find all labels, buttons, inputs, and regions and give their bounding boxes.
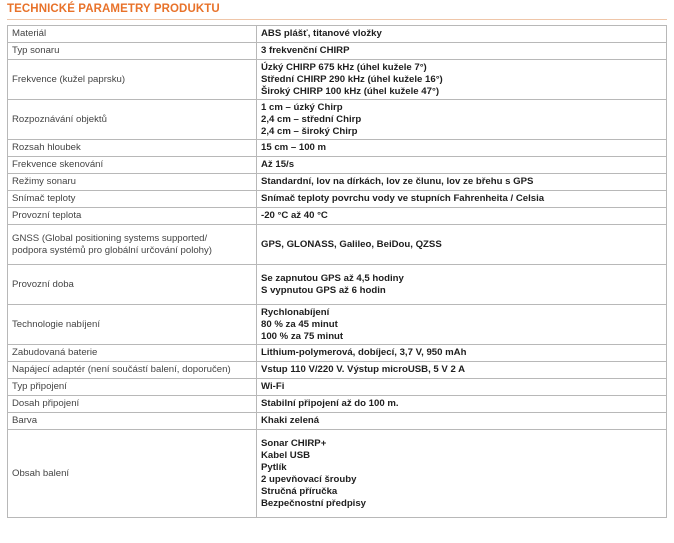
row-value-line: 100 % za 75 minut — [261, 330, 344, 342]
row-label — [8, 413, 257, 430]
row-value — [257, 305, 667, 345]
row-value — [257, 140, 667, 157]
row-value-line: Stručná příručka — [261, 485, 338, 497]
row-value-line: 15 cm – 100 m — [261, 142, 327, 153]
table-row — [8, 379, 667, 396]
row-value-line: GPS, GLONASS, Galileo, BeiDou, QZSS — [261, 238, 442, 250]
row-value-line: 80 % za 45 minut — [261, 318, 338, 330]
row-label — [8, 345, 257, 362]
row-label-line: GNSS (Global positioning systems supported/ — [12, 232, 208, 244]
spec-table-body — [8, 26, 667, 518]
row-label-line: Rozsah hloubek — [12, 142, 81, 153]
row-value-line: Úzký CHIRP 675 kHz (úhel kužele 7°) — [261, 61, 427, 73]
row-value — [257, 225, 667, 265]
table-row — [8, 100, 667, 140]
spec-table — [7, 25, 667, 518]
table-row — [8, 191, 667, 208]
row-label — [8, 60, 257, 100]
row-label — [8, 26, 257, 43]
row-value — [257, 208, 667, 225]
row-label — [8, 396, 257, 413]
row-label-line: Režimy sonaru — [12, 176, 76, 187]
row-value-line: Střední CHIRP 290 kHz (úhel kužele 16°) — [261, 73, 443, 85]
row-label — [8, 191, 257, 208]
row-value — [257, 413, 667, 430]
row-value-line: Khaki zelená — [261, 415, 320, 426]
row-value — [257, 60, 667, 100]
row-label-line: podpora systémů pro globální určování polohy) — [12, 244, 212, 256]
row-label-line: Napájecí adaptér (není součástí balení, doporučen) — [12, 364, 231, 375]
row-value — [257, 100, 667, 140]
table-row — [8, 345, 667, 362]
row-label-line: Frekvence skenování — [12, 159, 104, 170]
row-value — [257, 26, 667, 43]
title-divider — [7, 19, 667, 20]
table-row — [8, 413, 667, 430]
table-row — [8, 174, 667, 191]
row-value — [257, 396, 667, 413]
row-value — [257, 430, 667, 518]
row-label-line: Frekvence (kužel paprsku) — [12, 73, 126, 85]
table-row — [8, 265, 667, 305]
table-row — [8, 396, 667, 413]
row-value-line: 2,4 cm – střední Chirp — [261, 113, 362, 125]
row-value — [257, 345, 667, 362]
row-value-line: Wi-Fi — [261, 381, 285, 392]
row-value-line: Stabilní připojení až do 100 m. — [261, 398, 399, 409]
row-label — [8, 140, 257, 157]
row-value-line: -20 °C až 40 °C — [261, 210, 328, 221]
row-label-line: Dosah připojení — [12, 398, 80, 409]
row-value-line: ABS plášť, titanové vložky — [261, 28, 382, 39]
row-value-line: Pytlík — [261, 461, 287, 473]
row-label-line: Technologie nabíjení — [12, 318, 101, 330]
row-label-line: Typ připojení — [12, 381, 67, 392]
page-title: TECHNICKÉ PARAMETRY PRODUKTU — [7, 3, 220, 15]
table-row — [8, 225, 667, 265]
row-value-line: Vstup 110 V/220 V. Výstup microUSB, 5 V 2 A — [261, 364, 466, 375]
row-label — [8, 174, 257, 191]
row-value — [257, 43, 667, 60]
table-row — [8, 208, 667, 225]
table-row — [8, 26, 667, 43]
row-label — [8, 157, 257, 174]
row-value-line: Se zapnutou GPS až 4,5 hodiny — [261, 272, 404, 284]
row-label — [8, 265, 257, 305]
row-value-line: Snímač teploty povrchu vody ve stupních Fahrenheita / Celsia — [261, 193, 545, 204]
row-label-line: Snímač teploty — [12, 193, 76, 204]
table-row — [8, 140, 667, 157]
table-row — [8, 43, 667, 60]
row-value-line: Bezpečnostní předpisy — [261, 497, 367, 509]
row-label — [8, 379, 257, 396]
row-value — [257, 379, 667, 396]
row-value — [257, 362, 667, 379]
row-label-line: Zabudovaná baterie — [12, 347, 98, 358]
row-value — [257, 265, 667, 305]
table-row — [8, 430, 667, 518]
table-row — [8, 305, 667, 345]
row-label-line: Provozní teplota — [12, 210, 82, 221]
row-label-line: Rozpoznávání objektů — [12, 113, 107, 125]
row-value-line: Sonar CHIRP+ — [261, 437, 327, 449]
table-row — [8, 157, 667, 174]
row-value — [257, 191, 667, 208]
row-label — [8, 430, 257, 518]
row-label — [8, 208, 257, 225]
row-value-line: 1 cm – úzký Chirp — [261, 101, 343, 113]
row-value-line: Lithium-polymerová, dobíjecí, 3,7 V, 950 mAh — [261, 347, 467, 358]
row-value-line: 2 upevňovací šrouby — [261, 473, 357, 485]
row-label — [8, 305, 257, 345]
row-label-line: Materiál — [12, 28, 47, 39]
row-value-line: 2,4 cm – široký Chirp — [261, 125, 358, 137]
row-value — [257, 157, 667, 174]
row-value-line: Široký CHIRP 100 kHz (úhel kužele 47°) — [261, 85, 440, 97]
row-value-line: S vypnutou GPS až 6 hodin — [261, 284, 386, 296]
row-label — [8, 362, 257, 379]
row-label — [8, 225, 257, 265]
row-label — [8, 43, 257, 60]
row-label-line: Typ sonaru — [12, 45, 60, 56]
row-value-line: Rychlonabíjení — [261, 306, 330, 318]
row-value — [257, 174, 667, 191]
row-label-line: Obsah balení — [12, 467, 70, 479]
row-value-line: Standardní, lov na dírkách, lov ze člunu, lov ze břehu s GPS — [261, 176, 534, 187]
row-label — [8, 100, 257, 140]
table-row — [8, 362, 667, 379]
row-value-line: 3 frekvenční CHIRP — [261, 45, 350, 56]
row-value-line: Kabel USB — [261, 449, 311, 461]
row-value-line: Až 15/s — [261, 159, 295, 170]
row-label-line: Provozní doba — [12, 278, 74, 290]
row-label-line: Barva — [12, 415, 38, 426]
table-row — [8, 60, 667, 100]
